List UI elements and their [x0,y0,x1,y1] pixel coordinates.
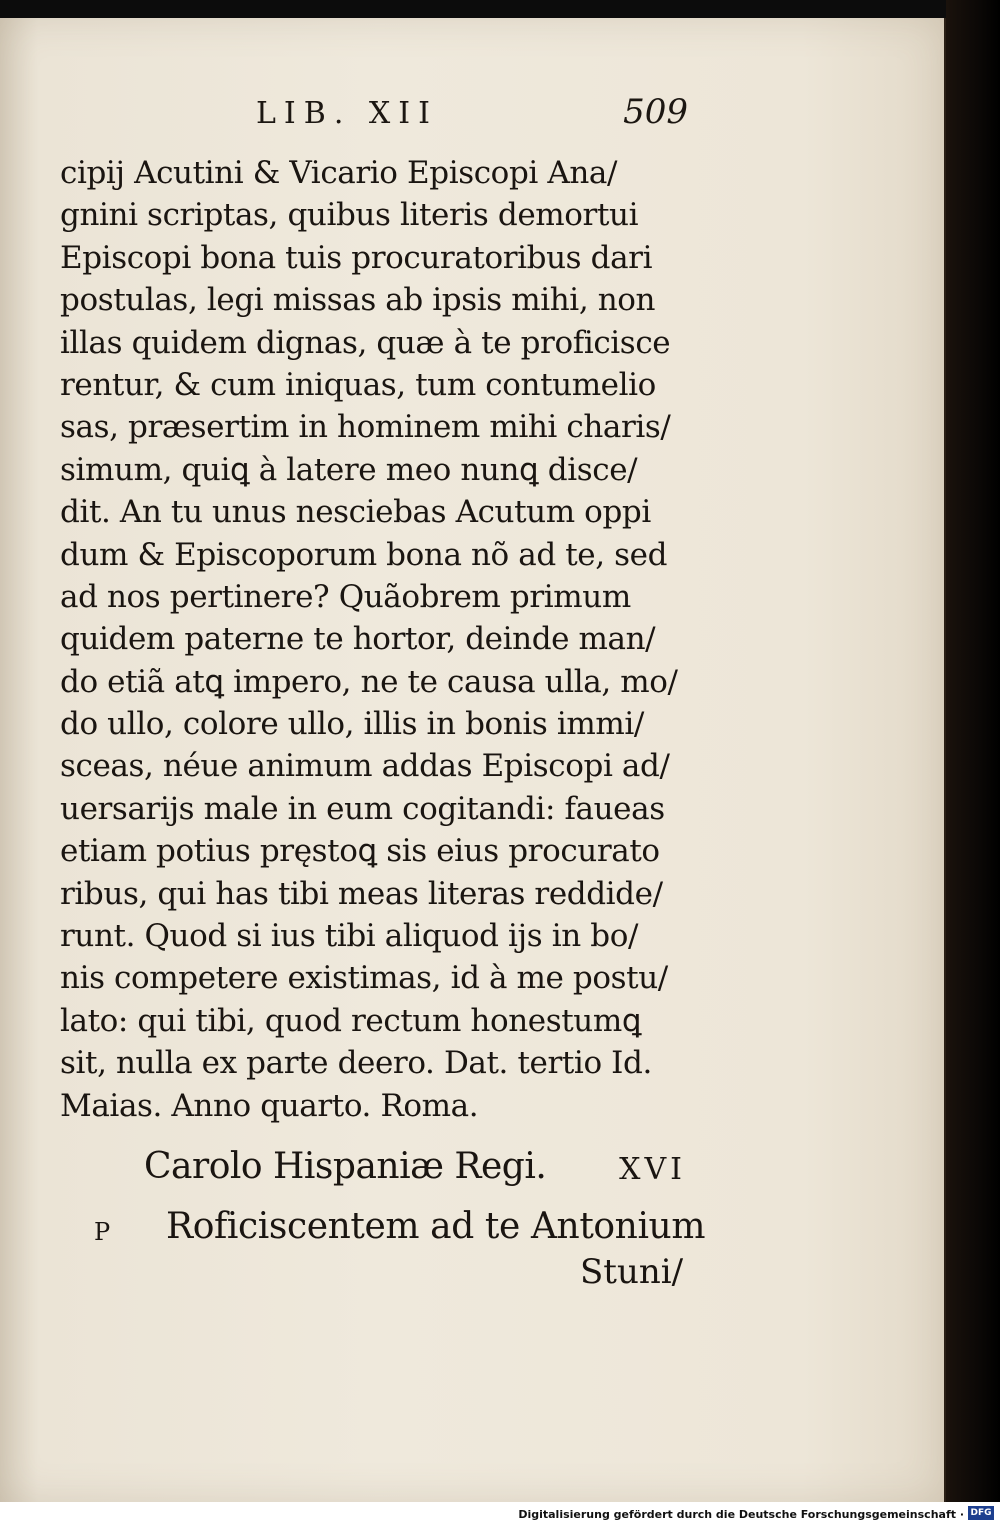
text-line: etiam potius pręstoꝗ sis eius procurato [60,833,660,870]
text-line: illas quidem dignas, quæ à te proficisce [60,324,671,361]
letter-body [60,152,692,1127]
text-line: sceas, néue animum addas Episcopi ad/ [60,748,670,785]
text-line: cipij Acutini & Vicario Episcopi Ana/ [60,155,618,191]
letter-heading-title: Carolo Hispaniæ Regi. [144,1146,547,1187]
text-line: runt. Quod si ius tibi aliquod ijs in bo/ [60,918,639,955]
running-head-title: LIB. XII [256,96,438,131]
text-line: do ullo, colore ullo, illis in bonis immi/ [60,706,644,743]
text-line: lato: qui tibi, quod rectum honestumꝗ [60,1002,642,1039]
text-line: sas, præsertim in hominem mihi charis/ [60,409,671,446]
text-line: Episcopi bona tuis procuratoribus dari [60,239,653,276]
text-line: rentur, & cum iniquas, tum contumelio [60,366,656,403]
text-line: do etiã atꝗ impero, ne te causa ulla, mo/ [60,663,678,700]
text-line: simum, quiꝗ à latere meo nunꝗ disce/ [60,451,638,488]
text-line: uersarijs male in eum cogitandi: faueas [60,790,665,827]
text-line: ribus, qui has tibi meas literas reddide/ [60,875,663,912]
text-line: quidem paterne te hortor, deinde man/ [60,621,656,658]
text-line: gnini scriptas, quibus literis demortui [60,197,639,234]
letter-heading [60,1146,688,1196]
text-line: postulas, legi missas ab ipsis mihi, non [60,282,656,319]
dfg-logo: DFG [968,1506,994,1520]
running-head [60,92,690,142]
text-line: nis competere existimas, id à me postu/ [60,960,668,997]
text-line: Maias. Anno quarto. Roma. [60,1087,479,1124]
text-line: dum & Episcoporum bona nõ ad te, sed [60,536,668,573]
page-number: 509 [623,92,688,132]
book-binding-edge [946,0,1000,1502]
digitization-credit: Digitalisierung gefördert durch die Deutsche Forschungsgemeinschaft · [518,1508,964,1521]
letter-number: XVI [619,1152,686,1187]
text-line: sit, nulla ex parte deero. Dat. tertio Id. [60,1045,652,1082]
guide-letter-initial: P [94,1218,111,1246]
text-line: dit. An tu unus nesciebas Acutum oppi [60,494,651,531]
text-line: ad nos pertinere? Quãobrem primum [60,578,631,615]
catchword: Stuni/ [580,1252,684,1292]
next-letter-first-line: Roficiscentem ad te Antonium [166,1206,706,1247]
